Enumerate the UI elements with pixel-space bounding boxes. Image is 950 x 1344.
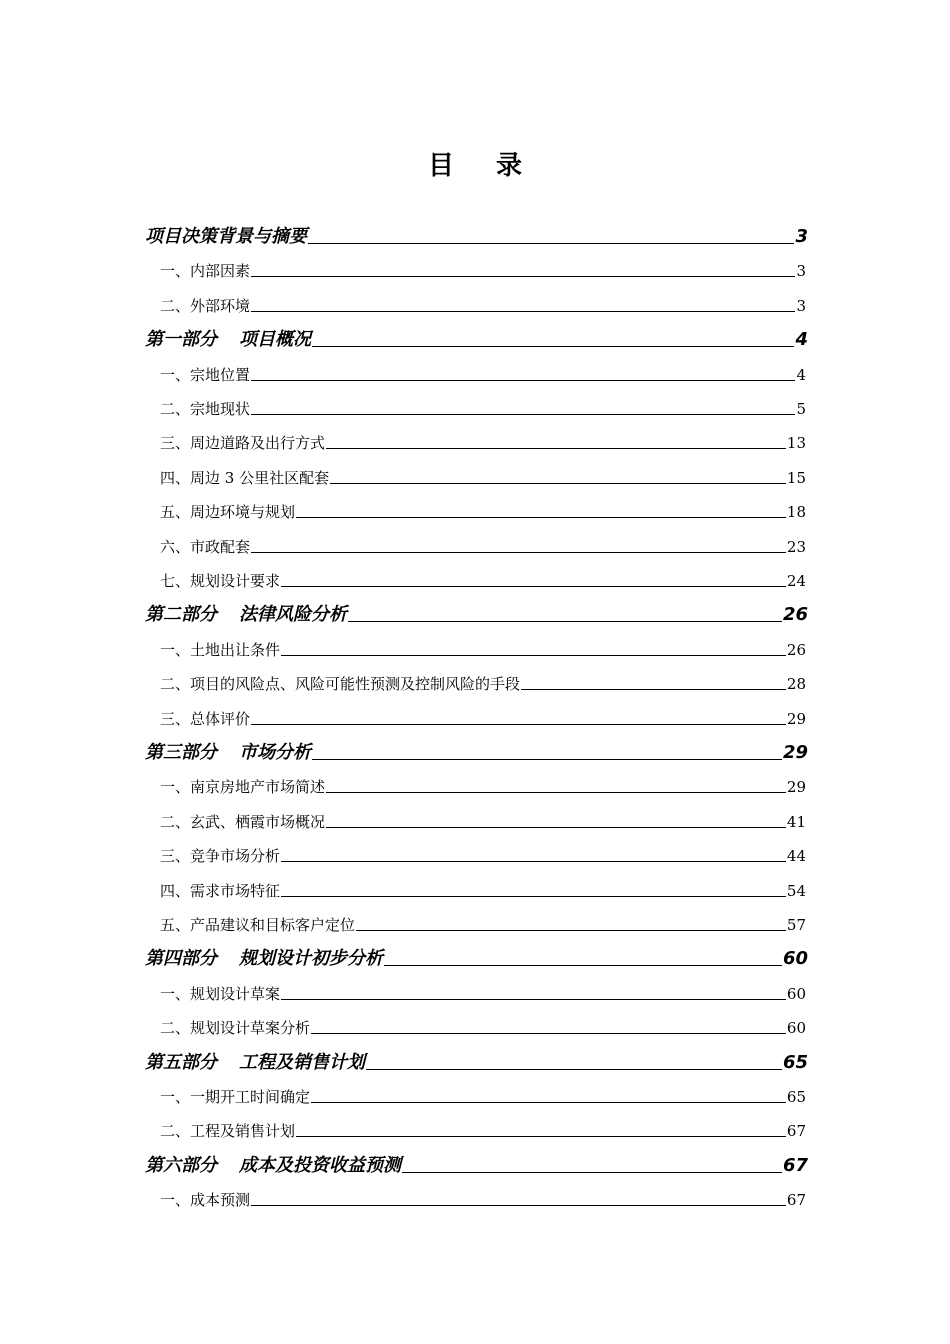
toc-part-title-text: 工程及销售计划 [239, 1051, 365, 1073]
toc-leader-line [384, 965, 782, 966]
toc-label-text: 一、南京房地产市场简述 [160, 778, 326, 797]
toc-leader-line [348, 621, 782, 622]
toc-label-text: 一、一期开工时间确定 [160, 1088, 311, 1106]
toc-entry-label [160, 537, 250, 563]
toc-part-title-text: 成本及投资收益预测 [239, 1154, 401, 1176]
toc-entry[interactable] [160, 976, 806, 1010]
toc-leader-line [281, 861, 786, 862]
toc-label-text: 第六部分 [145, 1154, 217, 1176]
toc-entry-label [160, 1018, 310, 1044]
toc-leader-line [281, 586, 786, 587]
toc-label-text: 一、内部因素 [160, 262, 251, 281]
toc-part-heading[interactable] [145, 219, 808, 253]
toc-entry[interactable] [160, 494, 806, 528]
toc-label-text: 项目决策背景与摘要 [145, 226, 307, 247]
toc-page-number: 28 [786, 675, 806, 694]
toc-leader-line [281, 655, 786, 656]
toc-entry[interactable] [160, 1182, 806, 1216]
title-char-right: 录 [496, 151, 523, 181]
toc-entry[interactable] [160, 632, 806, 666]
toc-entry[interactable] [160, 357, 806, 391]
toc-entry-label [160, 674, 520, 700]
toc-leader-line [296, 517, 786, 518]
toc-entry-label [160, 846, 280, 872]
toc-leader-line [326, 792, 786, 793]
toc-page-number: 24 [786, 572, 806, 590]
toc-entry[interactable] [160, 666, 806, 700]
toc-entry[interactable] [160, 253, 806, 287]
toc-leader-line [402, 1172, 782, 1173]
toc-label-text: 五、周边环境与规划 [160, 503, 296, 522]
toc-leader-line [308, 243, 794, 244]
toc-label-text: 一、规划设计草案 [160, 984, 281, 1003]
toc-label-text: 三、竞争市场分析 [160, 847, 281, 866]
toc-entry-label [160, 365, 250, 391]
toc-page-number: 54 [786, 881, 806, 900]
toc-page-number: 41 [786, 812, 806, 831]
toc-page-number: 29 [786, 709, 806, 728]
toc-part-heading[interactable] [145, 1045, 808, 1079]
toc-label-text: 二、外部环境 [160, 296, 251, 315]
toc-page-number: 67 [786, 1191, 806, 1210]
toc-label-text: 二、工程及销售计划 [160, 1122, 296, 1141]
toc-page-number: 26 [782, 604, 808, 626]
title-char-left: 目 [427, 151, 454, 181]
toc-entry[interactable] [160, 529, 806, 563]
toc-leader-line [330, 483, 786, 484]
toc-part-heading[interactable] [145, 597, 808, 631]
toc-label-text: 第一部分 [145, 329, 217, 351]
toc-leader-line [251, 724, 786, 725]
toc-leader-line [311, 1102, 786, 1103]
toc-leader-line [326, 448, 786, 449]
toc-label-text: 三、周边道路及出行方式 [160, 434, 326, 453]
toc-entry-label [160, 812, 325, 838]
toc-page-number: 65 [782, 1051, 808, 1073]
toc-leader-line [356, 930, 786, 931]
toc-page-number: 3 [796, 296, 806, 315]
toc-label-text: 二、规划设计草案分析 [160, 1019, 311, 1038]
toc-entry-label [160, 502, 295, 528]
toc-part-label [145, 1156, 401, 1182]
toc-entry-label [160, 468, 329, 494]
toc-leader-line [311, 1033, 786, 1034]
toc-leader-line [326, 827, 786, 828]
toc-label-text: 第三部分 [145, 742, 217, 763]
toc-page-number: 65 [786, 1088, 806, 1106]
toc-part-title-text: 市场分析 [239, 742, 311, 763]
toc-label-text: 四、周边 3 公里社区配套 [160, 468, 330, 487]
toc-entry[interactable] [160, 288, 806, 322]
toc-label-text: 二、项目的风险点、风险可能性预测及控制风险的手段 [160, 675, 521, 694]
toc-part-heading[interactable] [145, 735, 808, 769]
toc-page-number: 18 [786, 503, 806, 522]
toc-entry[interactable] [160, 1113, 806, 1147]
toc-entry[interactable] [160, 873, 806, 907]
toc-entry-label [160, 984, 280, 1010]
toc-entry[interactable] [160, 460, 806, 494]
toc-leader-line [312, 346, 794, 347]
toc-leader-line [251, 414, 795, 415]
toc-part-label [145, 227, 307, 253]
toc-label-text: 七、规划设计要求 [160, 572, 281, 590]
toc-entry[interactable] [160, 838, 806, 872]
toc-entry[interactable] [160, 391, 806, 425]
toc-leader-line [251, 311, 795, 312]
toc-page-number: 57 [786, 916, 806, 934]
toc-leader-line [281, 896, 786, 897]
toc-label-text: 第二部分 [145, 604, 217, 626]
toc-label-text: 一、土地出让条件 [160, 640, 281, 659]
toc-page-number: 5 [796, 400, 806, 418]
toc-page-number: 15 [786, 468, 806, 487]
toc-part-label [145, 743, 311, 769]
toc-leader-line [312, 759, 782, 760]
toc-entry[interactable] [160, 1010, 806, 1044]
toc-part-label [145, 949, 383, 975]
toc-page-number: 29 [786, 778, 806, 797]
toc-leader-line [366, 1069, 782, 1070]
toc-page-number: 13 [786, 434, 806, 453]
toc-part-heading[interactable] [145, 941, 808, 975]
toc-entry[interactable] [160, 425, 806, 459]
toc-entry-label [160, 1190, 250, 1216]
toc-entry-label [160, 433, 325, 459]
toc-leader-line [251, 552, 786, 553]
toc-leader-line [251, 1205, 786, 1206]
toc-label-text: 一、成本预测 [160, 1191, 251, 1210]
toc-label-text: 四、需求市场特征 [160, 881, 281, 900]
toc-leader-line [296, 1136, 786, 1137]
toc-page-number: 60 [786, 984, 806, 1003]
toc-entry[interactable] [160, 701, 806, 735]
toc-label-text: 二、宗地现状 [160, 400, 251, 418]
toc-entry-label [160, 1121, 295, 1147]
toc-label-text: 六、市政配套 [160, 537, 251, 556]
toc-leader-line [251, 380, 795, 381]
toc-page-number: 4 [795, 329, 808, 351]
toc-entry[interactable] [160, 563, 806, 597]
toc-entry[interactable] [160, 1079, 806, 1113]
toc-part-title-text: 规划设计初步分析 [239, 948, 383, 970]
toc-entry-label [160, 261, 250, 287]
toc-part-label [145, 605, 347, 631]
toc-leader-line [281, 999, 786, 1000]
toc-entry-label [160, 881, 280, 907]
toc-part-title-text: 项目概况 [239, 329, 311, 351]
toc-label-text: 一、宗地位置 [160, 365, 251, 384]
toc-page-number: 60 [782, 948, 808, 970]
toc-page-number: 29 [782, 742, 808, 763]
toc-page-number: 3 [795, 226, 808, 247]
toc-entry-label [160, 399, 250, 425]
toc-page-number: 67 [786, 1122, 806, 1141]
toc-entry[interactable] [160, 769, 806, 803]
toc-label-text: 二、玄武、栖霞市场概况 [160, 812, 326, 831]
toc-label-text: 第四部分 [145, 948, 217, 970]
page-title [0, 146, 950, 186]
toc-label-text: 三、总体评价 [160, 709, 251, 728]
toc-label-text: 五、产品建议和目标客户定位 [160, 916, 356, 934]
toc-entry[interactable] [160, 907, 806, 941]
toc-leader-line [521, 689, 786, 690]
toc-page-number: 23 [786, 537, 806, 556]
toc-page-number: 26 [786, 640, 806, 659]
toc-leader-line [251, 276, 795, 277]
toc-page-number: 4 [796, 365, 806, 384]
toc-page-number: 60 [786, 1019, 806, 1038]
toc-part-heading[interactable] [145, 322, 808, 356]
toc-entry-label [160, 709, 250, 735]
toc-page-number: 3 [796, 262, 806, 281]
toc-entry-label [160, 1087, 310, 1113]
toc-part-label [145, 1053, 365, 1079]
toc-entry-label [160, 640, 280, 666]
toc-entry[interactable] [160, 804, 806, 838]
toc-page-number: 44 [786, 847, 806, 866]
toc-part-label [145, 330, 311, 356]
toc-part-heading[interactable] [145, 1148, 808, 1182]
toc-page-number: 67 [782, 1154, 808, 1176]
toc-part-title-text: 法律风险分析 [239, 604, 347, 626]
toc-entry-label [160, 777, 325, 803]
toc-entry-label [160, 296, 250, 322]
toc-label-text: 第五部分 [145, 1051, 217, 1073]
toc-entry-label [160, 571, 280, 597]
toc-entry-label [160, 915, 355, 941]
